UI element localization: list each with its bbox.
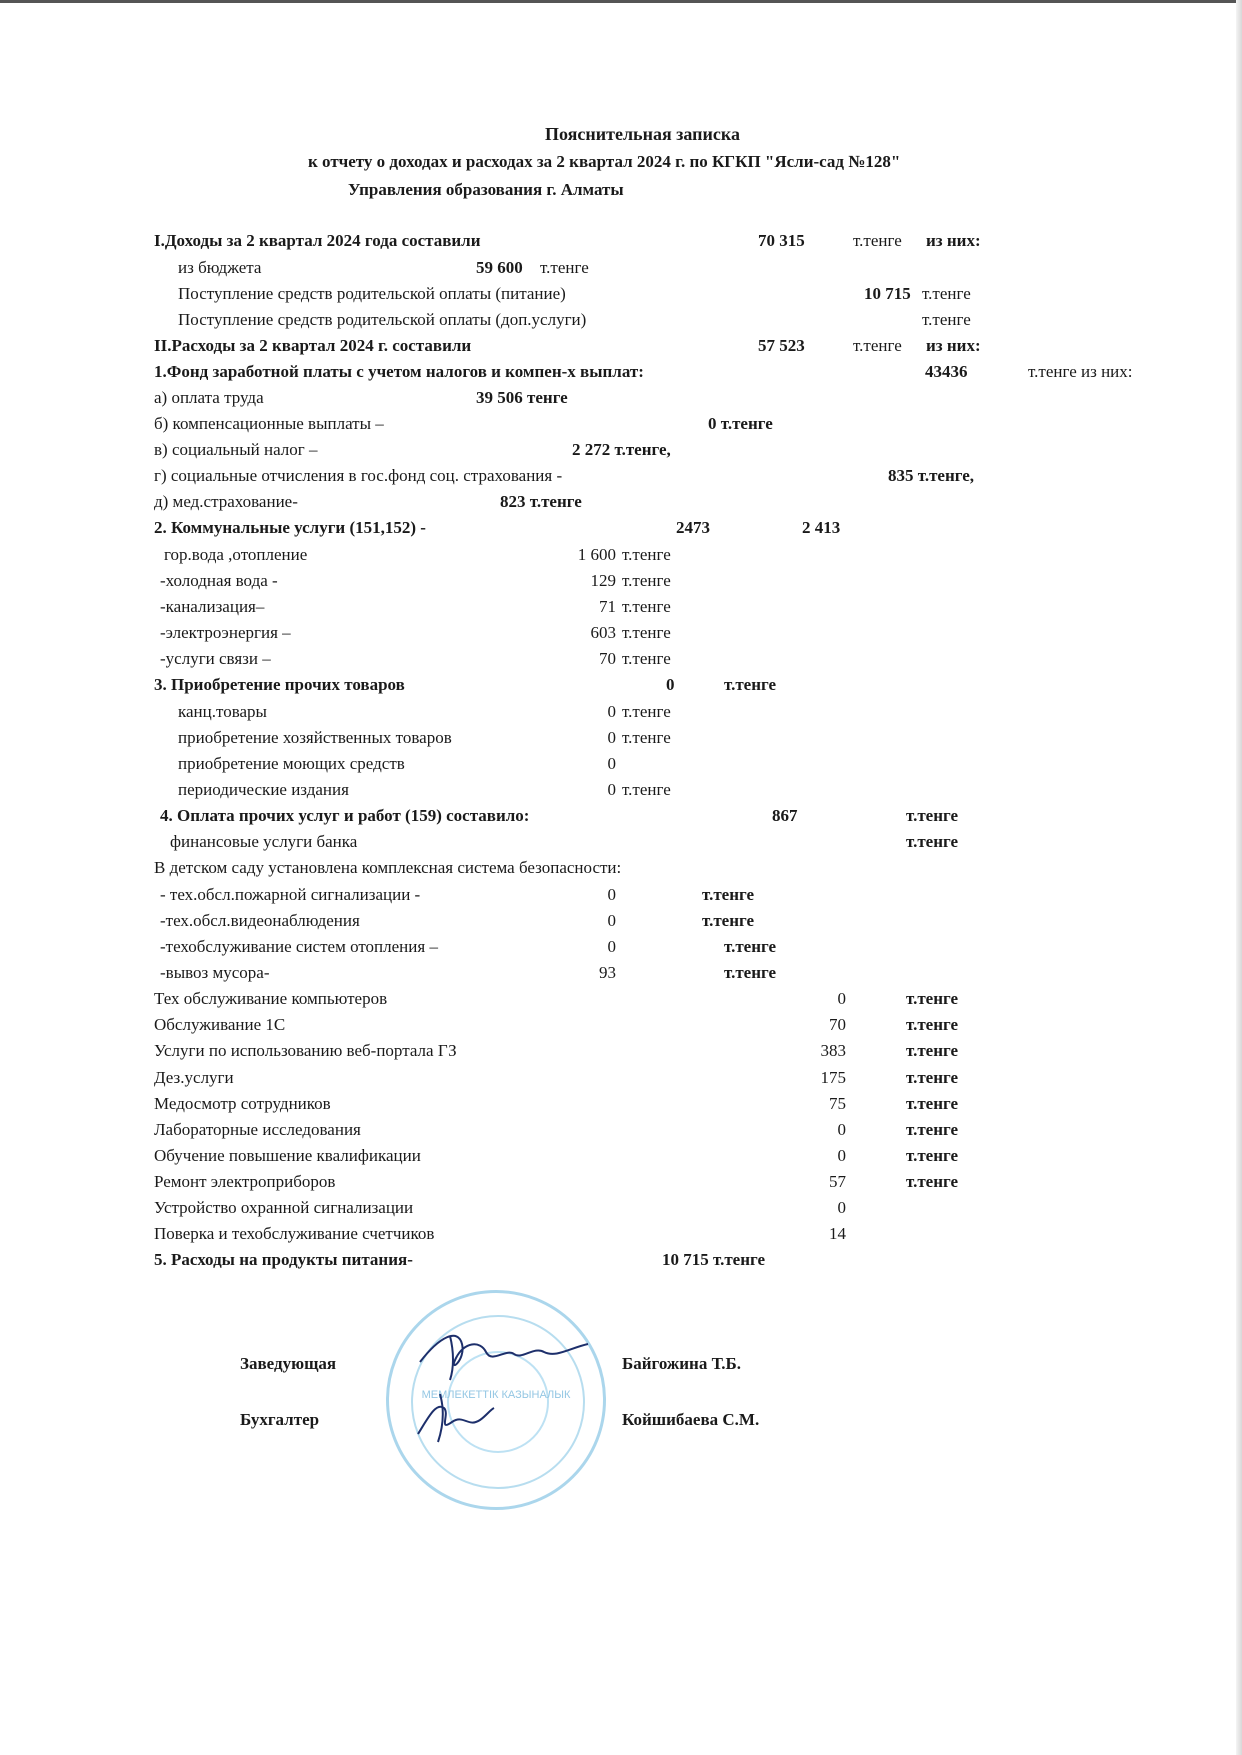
payroll-b-label: б) компенсационные выплаты – [154, 414, 384, 433]
head-signature [410, 1318, 600, 1388]
service-item-label: Медосмотр сотрудников [154, 1094, 331, 1113]
security-item-value: 0 [607, 911, 616, 930]
income-extra-unit: т.тенге [922, 310, 971, 329]
security-heading: В детском саду установлена комплексная система безопасности: [154, 858, 622, 877]
service-item-value: 75 [829, 1094, 846, 1113]
utility-item-value: 129 [590, 571, 616, 590]
service-item-label: Ремонт электроприборов [154, 1172, 336, 1191]
service-item-label: Дез.услуги [154, 1068, 234, 1087]
expenses-unit: т.тенге [853, 336, 902, 355]
scan-right-edge [1236, 0, 1242, 1755]
goods-item-unit: т.тенге [622, 702, 671, 721]
accountant-signature [410, 1388, 500, 1448]
service-item-unit: т.тенге [906, 1041, 959, 1060]
income-budget-label: из бюджета [178, 258, 262, 277]
utility-item-value: 603 [590, 623, 616, 642]
utility-item-unit: т.тенге [622, 597, 671, 616]
service-item-unit: т.тенге [906, 1172, 959, 1191]
goods-item-value: 0 [607, 728, 616, 747]
income-budget-value: 59 600 [476, 258, 523, 277]
payroll-b-value: 0 т.тенге [708, 414, 773, 433]
utility-item-label: -электроэнергия – [160, 623, 291, 642]
expenses-suffix: из них: [926, 336, 981, 355]
utility-item-value: 71 [599, 597, 616, 616]
payroll-heading: 1.Фонд заработной платы с учетом налогов и компен-х выплат: [154, 362, 644, 381]
goods-item-unit: т.тенге [622, 728, 671, 747]
income-food-label: Поступление средств родительской оплаты (питание) [178, 284, 566, 303]
security-item-unit: т.тенге [702, 885, 755, 904]
service-item-label: Лабораторные исследования [154, 1120, 361, 1139]
income-budget-unit: т.тенге [540, 258, 589, 277]
service-item-label: Тех обслуживание компьютеров [154, 989, 388, 1008]
utility-item-label: -услуги связи – [160, 649, 271, 668]
payroll-a-value: 39 506 тенге [476, 388, 568, 407]
head-name: Байгожина Т.Б. [622, 1354, 741, 1373]
payroll-unit: т.тенге из них: [1028, 362, 1133, 381]
stamp-text: МЕМЛЕКЕТТІК КАЗЫНАЛЫК [421, 1389, 571, 1401]
utility-item-label: -канализация– [160, 597, 265, 616]
payroll-c-value: 2 272 т.тенге, [572, 440, 671, 459]
payroll-e-label: д) мед.страхование- [154, 492, 298, 511]
security-item-unit: т.тенге [724, 963, 777, 982]
income-total: 70 315 [758, 231, 805, 250]
document-subtitle: к отчету о доходах и расходах за 2 квартал 2024 г. по КГКП "Ясли-сад №128" [308, 152, 901, 171]
goods-item-value: 0 [607, 754, 616, 773]
security-item-label: -тех.обсл.видеонаблюдения [160, 911, 360, 930]
service-item-value: 0 [837, 1198, 846, 1217]
income-heading: I.Доходы за 2 квартал 2024 года составили [154, 231, 481, 250]
service-item-label: Обслуживание 1С [154, 1015, 286, 1034]
service-item-label: Услуги по использованию веб-портала ГЗ [154, 1041, 457, 1060]
service-item-value: 70 [829, 1015, 846, 1034]
security-item-value: 0 [607, 937, 616, 956]
goods-total: 0 [666, 675, 675, 694]
service-item-unit: т.тенге [906, 1094, 959, 1113]
payroll-e-value: 823 т.тенге [500, 492, 582, 511]
service-item-value: 14 [829, 1224, 846, 1243]
income-unit: т.тенге [853, 231, 902, 250]
service-item-label: Поверка и техобслуживание счетчиков [154, 1224, 435, 1243]
goods-unit: т.тенге [724, 675, 777, 694]
service-item-value: 175 [820, 1068, 846, 1087]
utility-item-value: 1 600 [577, 545, 616, 564]
goods-item-unit: т.тенге [622, 780, 671, 799]
security-item-value: 93 [599, 963, 616, 982]
utility-item-label: гор.вода ,отопление [164, 545, 308, 564]
expenses-heading: II.Расходы за 2 квартал 2024 г. составили [154, 336, 472, 355]
goods-heading: 3. Приобретение прочих товаров [154, 675, 405, 694]
expenses-total: 57 523 [758, 336, 805, 355]
security-item-value: 0 [607, 885, 616, 904]
utilities-heading: 2. Коммунальные услуги (151,152) - [154, 518, 426, 537]
utility-item-unit: т.тенге [622, 649, 671, 668]
goods-item-value: 0 [607, 780, 616, 799]
service-item-value: 383 [820, 1041, 846, 1060]
utility-item-unit: т.тенге [622, 623, 671, 642]
utility-item-unit: т.тенге [622, 571, 671, 590]
income-food-unit: т.тенге [922, 284, 971, 303]
service-item-unit: т.тенге [906, 1015, 959, 1034]
security-item-label: -вывоз мусора- [160, 963, 270, 982]
service-item-unit: т.тенге [906, 1068, 959, 1087]
service-item-value: 0 [837, 1120, 846, 1139]
payroll-c-label: в) социальный налог – [154, 440, 318, 459]
accountant-name: Койшибаева С.М. [622, 1410, 760, 1429]
goods-item-label: приобретение хозяйственных товаров [178, 728, 452, 747]
utilities-value-1: 2473 [676, 518, 710, 537]
services-unit: т.тенге [906, 806, 959, 825]
service-item-label: Устройство охранной сигнализации [154, 1198, 414, 1217]
service-item-label: Обучение повышение квалификации [154, 1146, 421, 1165]
goods-item-label: периодические издания [178, 780, 349, 799]
services-total: 867 [772, 806, 798, 825]
service-item-value: 0 [837, 989, 846, 1008]
income-suffix: из них: [926, 231, 981, 250]
service-item-value: 57 [829, 1172, 846, 1191]
organization-name: Управления образования г. Алматы [348, 180, 624, 199]
utilities-value-2: 2 413 [802, 518, 841, 537]
security-item-unit: т.тенге [724, 937, 777, 956]
utility-item-value: 70 [599, 649, 616, 668]
utility-item-unit: т.тенге [622, 545, 671, 564]
goods-item-value: 0 [607, 702, 616, 721]
bank-services-label: финансовые услуги банка [170, 832, 358, 851]
document-title: Пояснительная записка [545, 124, 741, 144]
accountant-role: Бухгалтер [240, 1410, 320, 1429]
service-item-unit: т.тенге [906, 989, 959, 1008]
service-item-unit: т.тенге [906, 1120, 959, 1139]
services-heading: 4. Оплата прочих услуг и работ (159) составило: [160, 806, 530, 825]
food-heading: 5. Расходы на продукты питания- [154, 1250, 413, 1269]
utility-item-label: -холодная вода - [160, 571, 278, 590]
security-item-unit: т.тенге [702, 911, 755, 930]
payroll-total: 43436 [925, 362, 968, 381]
service-item-unit: т.тенге [906, 1146, 959, 1165]
goods-item-label: канц.товары [178, 702, 267, 721]
payroll-a-label: а) оплата труда [154, 388, 264, 407]
bank-services-unit: т.тенге [906, 832, 959, 851]
payroll-d-label: г) социальные отчисления в гос.фонд соц. страхования - [154, 466, 563, 485]
scan-top-edge [0, 0, 1242, 3]
head-role: Заведующая [240, 1354, 337, 1373]
food-value: 10 715 т.тенге [662, 1250, 766, 1269]
service-item-value: 0 [837, 1146, 846, 1165]
security-item-label: - тех.обсл.пожарной сигнализации - [160, 885, 421, 904]
payroll-d-value: 835 т.тенге, [888, 466, 975, 485]
security-item-label: -техобслуживание систем отопления – [160, 937, 438, 956]
income-food-value: 10 715 [864, 284, 911, 303]
goods-item-label: приобретение моющих средств [178, 754, 405, 773]
income-extra-label: Поступление средств родительской оплаты (доп.услуги) [178, 310, 587, 329]
